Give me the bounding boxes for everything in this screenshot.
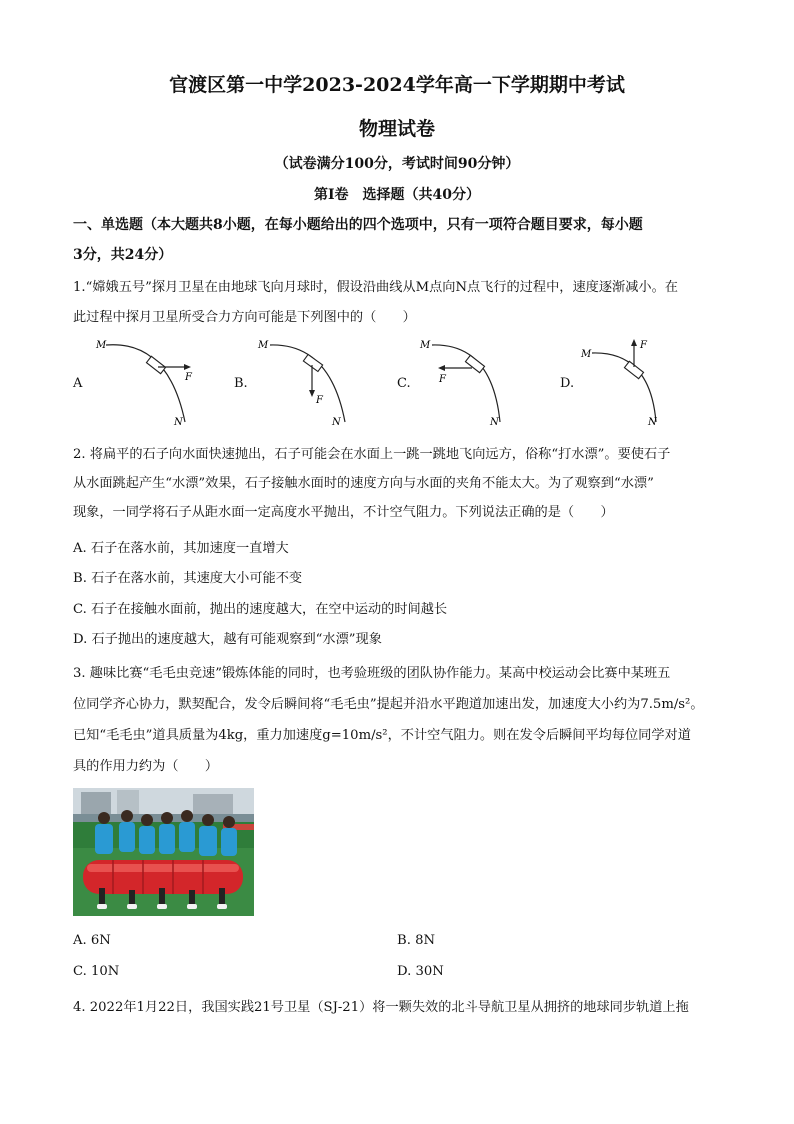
q3-text-line1: 3. 趣味比赛“毛毛虫竞速”锻炼体能的同时，也考验班级的团队协作能力。某高中校运动会比赛中某班五 (73, 666, 671, 681)
exam-info: （试卷满分100分，考试时间90分钟） (274, 156, 520, 172)
q1-figure-a (88, 335, 218, 430)
volume-heading: 第Ⅰ卷 选择题（共40分） (313, 187, 481, 203)
q1-b-force-label: F (316, 395, 323, 406)
q1-option-b-label: B. (234, 376, 248, 391)
q3-text-line3: 已知“毛毛虫”道具质量为4kg，重力加速度g=10m/s²，不计空气阻力。则在发令后瞬间平均每位同学对道 (73, 728, 691, 743)
q3-option-a: A. 6N (73, 933, 111, 948)
section-heading-line1: 一、单选题（本大题共8小题，在每小题给出的四个选项中，只有一项符合题目要求，每小题 (73, 217, 643, 233)
q3-option-c: C. 10N (73, 964, 120, 979)
section-heading-line2: 3分，共24分） (73, 247, 173, 263)
q2-text-line1: 2. 将扁平的石子向水面快速抛出，石子可能会在水面上一跳一跳地飞向远方，俗称“打水漂”。要使石子 (73, 447, 671, 462)
q1-option-a-label: A (73, 376, 83, 391)
q1-c-point-m: M (420, 340, 431, 351)
q3-text-line4: 具的作用力约为（ ） (73, 759, 219, 774)
q4-text-line1: 4. 2022年1月22日，我国实践21号卫星（SJ-21）将一颗失效的北斗导航卫星从拥挤的地球同步轨道上拖 (73, 1000, 689, 1015)
exam-title: 官渡区第一中学2023-2024学年高一下学期期中考试 (169, 74, 625, 96)
q1-a-force-label: F (185, 372, 192, 383)
q1-figure-c (412, 335, 532, 430)
q2-option-b: B. 石子在落水前，其速度大小可能不变 (73, 571, 303, 586)
q1-d-point-m: M (581, 349, 592, 360)
q1-d-point-n: N (648, 417, 657, 428)
q1-b-point-m: M (258, 340, 269, 351)
q1-figure-d (576, 335, 696, 430)
q3-option-b: B. 8N (397, 933, 436, 948)
q1-option-d-label: D. (560, 376, 575, 391)
q2-option-d: D. 石子抛出的速度越大，越有可能观察到“水漂”现象 (73, 632, 382, 647)
q1-c-force-label: F (439, 374, 446, 385)
q2-text-line2: 从水面跳起产生“水漂”效果，石子接触水面时的速度方向与水面的夹角不能太大。为了观察到“水漂” (73, 476, 654, 491)
q1-c-point-n: N (490, 417, 499, 428)
q1-a-point-n: N (174, 417, 183, 428)
q1-option-c-label: C. (397, 376, 411, 391)
q1-b-point-n: N (332, 417, 341, 428)
q3-option-d: D. 30N (397, 964, 444, 979)
q1-text-line2: 此过程中探月卫星所受合力方向可能是下列图中的（ ） (73, 310, 416, 325)
q2-option-c: C. 石子在接触水面前，抛出的速度越大，在空中运动的时间越长 (73, 602, 448, 617)
q1-a-point-m: M (96, 340, 107, 351)
q2-option-a: A. 石子在落水前，其加速度一直增大 (73, 541, 289, 556)
q1-d-force-label: F (640, 340, 647, 351)
q1-figure-b (250, 335, 370, 430)
subject-title: 物理试卷 (358, 118, 435, 140)
q2-text-line3: 现象，一同学将石子从距水面一定高度水平抛出，不计空气阻力。下列说法正确的是（ ） (73, 505, 614, 520)
q1-text-line1: 1.“嫦娥五号”探月卫星在由地球飞向月球时，假设沿曲线从M点向N点飞行的过程中，速度逐渐减小。在 (73, 280, 678, 295)
caterpillar-race-photo (73, 788, 254, 916)
q3-text-line2: 位同学齐心协力，默契配合，发令后瞬间将“毛毛虫”提起并沿水平跑道加速出发，加速度大小约为7.5m/s²。 (73, 697, 704, 712)
